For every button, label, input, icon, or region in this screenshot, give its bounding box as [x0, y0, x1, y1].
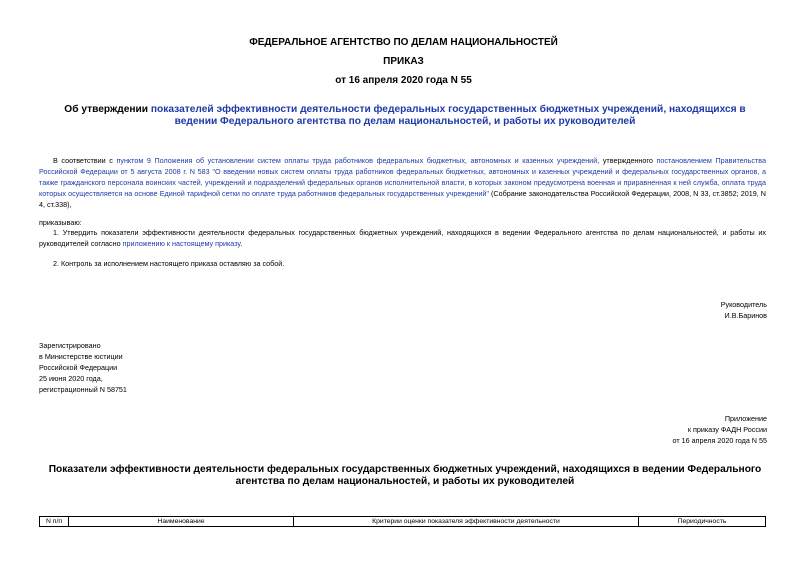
- order-item-2: 2. Контроль за исполнением настоящего приказа оставляю за собой.: [53, 259, 285, 268]
- table-header-cell: Критерии оценки показателя эффективности деятельности: [294, 517, 639, 527]
- table-header-cell: N п/п: [40, 517, 69, 527]
- preamble-paragraph: [39, 155, 766, 210]
- indicators-table: [39, 516, 766, 527]
- order-item-1-end: .: [240, 239, 243, 248]
- registration-line: в Министерстве юстиции: [39, 352, 123, 361]
- appendix-link[interactable]: приложению к настоящему приказу: [122, 239, 241, 248]
- appendix-line: к приказу ФАДН России: [687, 425, 767, 434]
- title-link[interactable]: показателей эффективности деятельности федеральных государственных бюджетных учреждений, находящихся в ведении Федерального агентства по делам национальностей, и работы их руководителей: [150, 104, 746, 127]
- order-word: приказываю:: [39, 218, 82, 227]
- preamble-link-2[interactable]: постановлением Правительства Российской Федерации от 5 августа 2008 г. N 583 "О введении новых систем оплаты труда работников федеральных бюджетных, автономных и казенных учреждений и федеральных государственных органов, а также гражданского персонала воинских частей, учреждений и подразделений федеральных органов исполнительной власти, в которых законом предусмотрена военная и приравненная к ней служба, оплата труда которых осуществляется на основе Единой тарифной сетки по оплате труда работников федеральных государственных учреждений": [39, 156, 766, 198]
- table-header-cell: Наименование: [69, 517, 294, 527]
- order-item-1: [39, 227, 766, 249]
- signature-name: И.В.Баринов: [724, 311, 767, 320]
- agency-name: ФЕДЕРАЛЬНОЕ АГЕНТСТВО ПО ДЕЛАМ НАЦИОНАЛЬНОСТЕЙ: [249, 37, 558, 48]
- document-title: [45, 104, 765, 128]
- registration-line: регистрационный N 58751: [39, 385, 127, 394]
- preamble-text-2: , утвержденного: [597, 156, 657, 165]
- preamble-text-1: В соответствии с: [53, 156, 117, 165]
- appendix-line: Приложение: [724, 414, 767, 423]
- order-item-1-text: 1. Утвердить показатели эффективности деятельности федеральных государственных бюджетных учреждений, находящихся в ведении Федерального агентства по делам национальностей, и работы их руководителей согласно: [39, 228, 766, 248]
- registration-line: 25 июня 2020 года,: [39, 374, 103, 383]
- appendix-title: Показатели эффективности деятельности федеральных государственных бюджетных учреждений, находящихся в ведении Федерального агентства по делам национальностей, и работы их руководителей: [48, 464, 762, 487]
- registration-line: Российской Федерации: [39, 363, 118, 372]
- appendix-line: от 16 апреля 2020 года N 55: [672, 436, 767, 445]
- table-header-cell: Периодичность: [639, 517, 766, 527]
- preamble-link-1[interactable]: пунктом 9 Положения об установлении систем оплаты труда работников федеральных бюджетных, автономных и казенных учреждений: [116, 156, 598, 165]
- signature-position: Руководитель: [720, 300, 767, 309]
- preamble-text-3: (Собрание законодательства Российской Федерации, 2008, N 33, ст.3852; 2019, N 4, ст.338),: [39, 189, 766, 209]
- registration-line: Зарегистрировано: [39, 341, 101, 350]
- document-date: от 16 апреля 2020 года N 55: [335, 75, 472, 86]
- title-prefix: Об утверждении: [64, 104, 151, 115]
- document-type: ПРИКАЗ: [383, 56, 424, 67]
- table-header-row: [40, 517, 766, 527]
